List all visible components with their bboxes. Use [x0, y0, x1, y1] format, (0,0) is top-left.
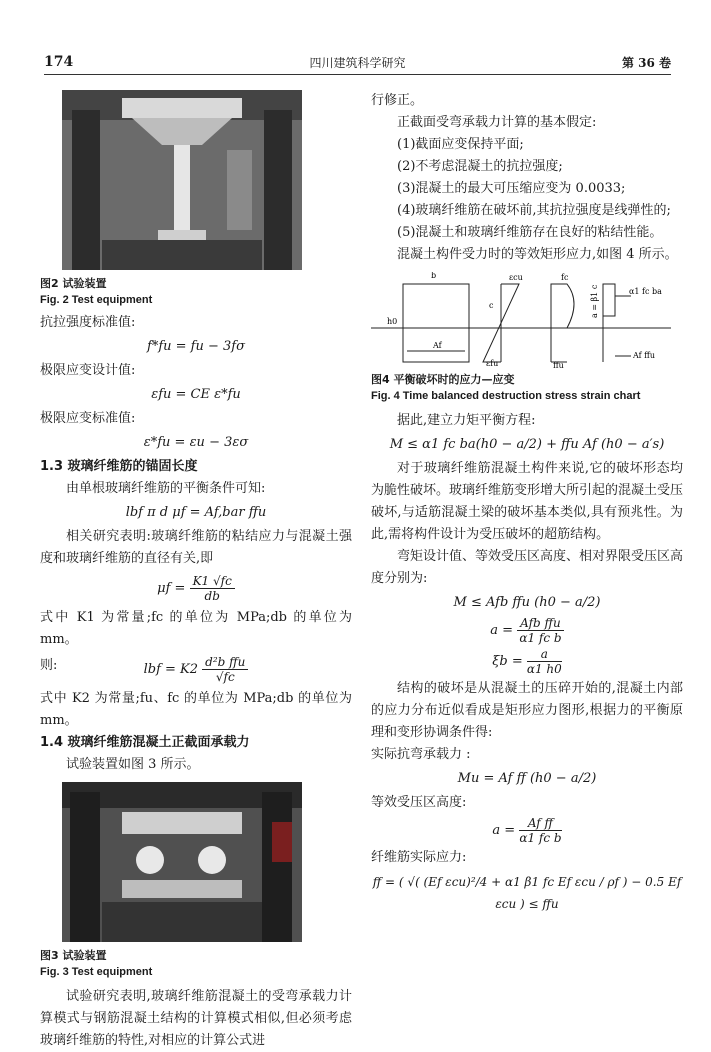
paragraph: 结构的破坏是从混凝土的压碎开始的,混凝土内部的应力分布近似看成是矩形应力图形,根据力的平衡原理和变形协调条件得: [371, 681, 683, 740]
assumption-item: (4)玻璃纤维筋在破坏前,其抗拉强度是线弹性的; [397, 203, 671, 218]
figure-3-photo [62, 782, 302, 942]
equation: μf = $\frac{K1 √fc}{db}$ [40, 574, 352, 603]
figure-3-caption-cn: 图3 试验装置 [40, 949, 107, 962]
equation: ξb = $\frac{a}{\alpha 1 h0}$ [492, 647, 562, 676]
figure-4-caption-cn: 图4 平衡破坏时的应力—应变 [371, 373, 515, 386]
page-number: 174 [44, 54, 74, 70]
fig4-label-c: c [489, 301, 494, 310]
fig4-label-a: a = β1 c [590, 284, 599, 318]
fig4-label-fc: fc [561, 273, 569, 282]
fig4-label-b: b [431, 272, 437, 280]
paragraph: 行修正。 [371, 93, 424, 108]
volume-number: 第 36 卷 [621, 56, 671, 70]
equation: εfu = CE ε*fu [151, 387, 241, 402]
assumption-item: (1)截面应变保持平面; [397, 137, 524, 152]
equation: a = $\frac{\text{Af ff}}{\text{α1 fc b}}$ [492, 816, 562, 845]
section-heading: 1.4 玻璃纤维筋混凝土正截面承载力 [40, 735, 250, 750]
paragraph: 弯矩设计值、等效受压区高度、相对界限受压区高度分别为: [371, 549, 684, 586]
page-header [44, 52, 671, 75]
left-column [40, 90, 352, 1052]
right-column [371, 90, 683, 917]
figure-2-photo [62, 90, 302, 270]
equation: a = $\frac{\text{Afb ffu}}{\text{α1 fc b}}$ [371, 616, 683, 645]
paragraph: 对于玻璃纤维筋混凝土构件来说,它的破坏形态均为脆性破坏。玻璃纤维筋变形增大所引起的混凝土受压破坏,与适筋混凝土梁的破坏基本类似,具有预兆性。为此,需将构件设计为受压破坏的超筋结构。 [371, 461, 684, 542]
assumption-item: (5)混凝土和玻璃纤维筋存在良好的粘结性能。 [397, 225, 663, 240]
assumption-item: (2)不考虑混凝土的抗拉强度; [397, 159, 563, 174]
paragraph: 相关研究表明:玻璃纤维筋的粘结应力与混凝土强度和玻璃纤维筋的直径有关,即 [40, 529, 352, 566]
paragraph: 极限应变标准值: [40, 411, 136, 426]
paragraph: 式中 K2 为常量;fu、fc 的单位为 MPa;db 的单位为 mm。 [40, 691, 352, 728]
paragraph: 实际抗弯承载力 : [371, 747, 471, 762]
paragraph: 混凝土构件受力时的等效矩形应力,如图 4 所示。 [397, 247, 678, 262]
figure-4-diagram [371, 272, 683, 372]
figure-2-caption-en: Fig. 2 Test equipment [40, 294, 153, 306]
paragraph: 等效受压区高度: [371, 795, 467, 810]
section-heading: 1.3 玻璃纤维筋的锚固长度 [40, 459, 198, 474]
paragraph: 式中 K1 为常量;fc 的单位为 MPa;db 的单位为 mm。 [40, 610, 352, 647]
equation: M ≤ Afb ffu (h0 − a/2) [453, 595, 601, 610]
equation: f*fu = fu − 3fσ [147, 339, 245, 354]
paragraph: 抗拉强度标准值: [40, 315, 136, 330]
fig4-label-af: Af [433, 341, 442, 350]
paragraph: 极限应变设计值: [40, 363, 136, 378]
figure-2-caption-cn: 图2 试验装置 [40, 277, 107, 290]
equation: M ≤ α1 fc ba(h0 − a/2) + ffu Af (h0 − a′s) [389, 437, 665, 452]
paragraph: 试验研究表明,玻璃纤维筋混凝土的受弯承载力计算模式与钢筋混凝土结构的计算模式相似,但必须考虑玻璃纤维筋的特性,对相应的计算公式进 [40, 989, 352, 1048]
paragraph: 据此,建立力矩平衡方程: [397, 413, 536, 428]
journal-name: 四川建筑科学研究 [309, 56, 406, 70]
fig4-label-force-t: Af ffu [633, 351, 655, 360]
figure-3-caption-en: Fig. 3 Test equipment [40, 966, 153, 978]
fig4-label-ffu: ffu [553, 361, 564, 368]
fig4-label-force-c: α1 fc ba [629, 287, 662, 296]
assumption-item: (3)混凝土的最大可压缩应变为 0.0033; [397, 181, 626, 196]
fig4-label-efu: εfu [486, 359, 499, 368]
paragraph: 试验装置如图 3 所示。 [66, 757, 200, 772]
equation: Mu = Af ff (h0 − a/2) [457, 771, 597, 786]
paragraph: 正截面受弯承载力计算的基本假定: [397, 115, 597, 130]
equation: lbf π d μf = Af,bar ffu [125, 505, 267, 520]
equation: ε*fu = εu − 3εσ [143, 435, 249, 450]
paragraph: 由单根玻璃纤维筋的平衡条件可知: [66, 481, 266, 496]
paragraph: 纤维筋实际应力: [371, 850, 467, 865]
fig4-label-ecu: εcu [509, 273, 523, 282]
equation: 则: lbf = K2 $\frac{\text{d²b ffu}}{√fc}$ [40, 655, 352, 684]
equation: ff = ( √( (Ef εcu)²/4 + α1 β1 fc Ef εcu / ρf ) − 0.5 Ef εcu ) ≤ ffu [372, 875, 682, 911]
fig4-label-h0: h0 [387, 317, 398, 326]
figure-4-caption-en: Fig. 4 Time balanced destruction stress strain chart [371, 390, 641, 402]
